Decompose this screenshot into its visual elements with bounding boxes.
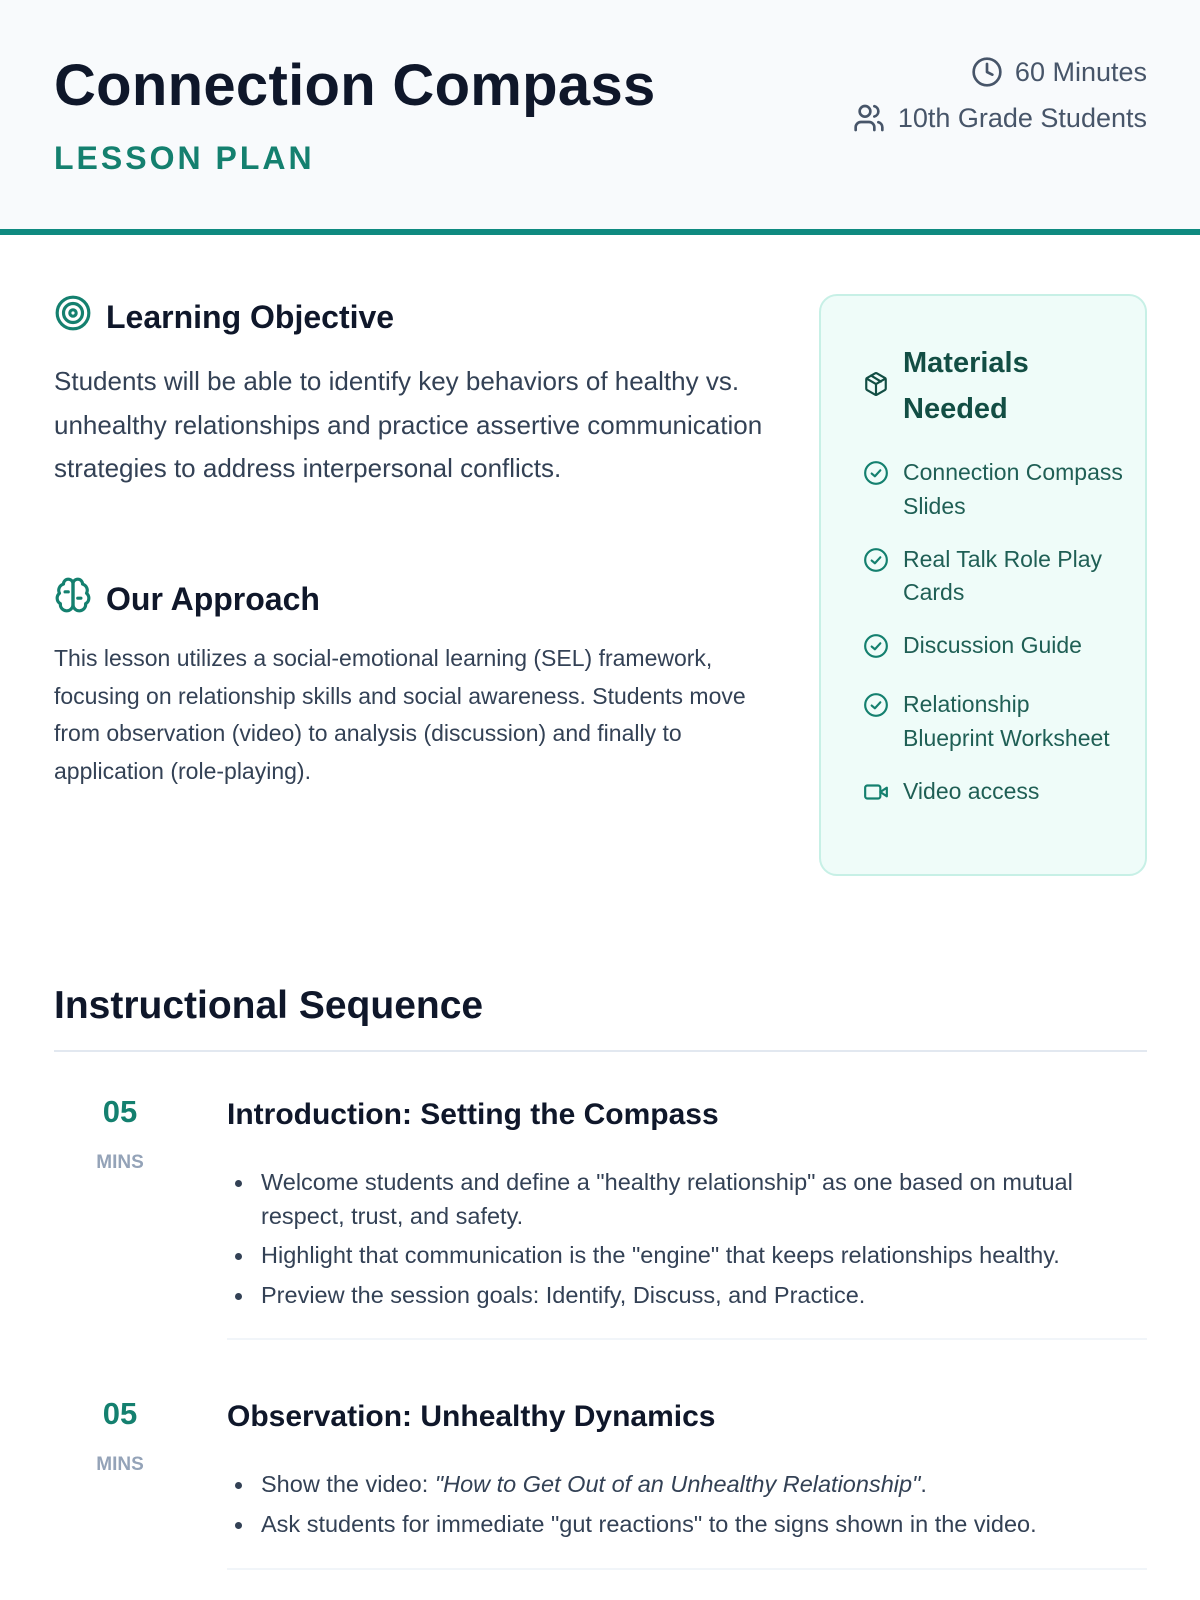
package-icon: [863, 371, 889, 402]
objective-heading-text: Learning Objective: [106, 298, 395, 335]
step-bullet: Ask students for immediate "gut reactions" to the signs shown in the video.: [227, 1508, 1147, 1542]
clock-icon: [971, 56, 1003, 88]
materials-item: [863, 629, 1123, 669]
step-divider: [227, 1338, 1147, 1340]
materials-item-label: Discussion Guide: [903, 632, 1082, 658]
users-icon: [852, 102, 886, 134]
step-minutes-unit: MINS: [96, 1152, 144, 1173]
target-icon: [54, 294, 92, 340]
step-bullet: Welcome students and define a "healthy relationship" as one based on mutual respect, trust, and safety.: [227, 1166, 1147, 1233]
check-circle-icon: [863, 629, 889, 669]
check-circle-icon: [863, 543, 889, 583]
materials-item: [863, 456, 1123, 523]
lesson-header: [0, 0, 1200, 235]
materials-heading: [863, 340, 1063, 432]
materials-item-label: Real Talk Role Play Cards: [903, 545, 1103, 605]
step-bullet-prefix: Show the video:: [261, 1471, 435, 1497]
video-title: "How to Get Out of an Unhealthy Relationship": [434, 1471, 921, 1497]
materials-list: [863, 456, 1123, 834]
approach-heading-text: Our Approach: [106, 580, 320, 617]
step-bullet: [227, 1468, 1147, 1502]
materials-item-label: Video access: [903, 777, 1040, 804]
step-bullets: [227, 1166, 1147, 1318]
materials-item: [863, 775, 1123, 815]
check-circle-icon: [863, 456, 889, 496]
materials-item: [863, 688, 1123, 755]
approach-text: This lesson utilizes a social-emotional learning (SEL) framework, focusing on relationship skills and social awareness. Students move from observation (video) to analysis (discussion) and finally to application (role-playing).: [54, 645, 746, 784]
step-title: Introduction: Setting the Compass: [227, 1098, 719, 1131]
check-circle-icon: [863, 688, 889, 728]
step-minutes: 05: [102, 1396, 138, 1431]
step-bullets: [227, 1468, 1147, 1547]
step-title: Observation: Unhealthy Dynamics: [227, 1400, 716, 1433]
sequence-heading: Instructional Sequence: [54, 984, 484, 1027]
duration-label: 60 Minutes: [1014, 56, 1147, 87]
sequence-divider: [54, 1050, 1147, 1052]
step-bullet: Highlight that communication is the "engine" that keeps relationships healthy.: [227, 1239, 1147, 1273]
materials-item: [863, 543, 1123, 610]
approach-heading: [54, 576, 320, 622]
materials-card: [819, 294, 1147, 876]
objective-text: Students will be able to identify key behaviors of healthy vs. unhealthy relationships and practice assertive communication strategies to address interpersonal conflicts.: [54, 366, 763, 483]
page-subtitle: LESSON PLAN: [54, 140, 315, 176]
brain-icon: [54, 576, 92, 622]
audience-label: 10th Grade Students: [897, 102, 1147, 133]
step-bullet-suffix: .: [920, 1471, 927, 1497]
video-camera-icon: [863, 775, 889, 815]
objective-heading: [54, 294, 394, 340]
step-divider: [227, 1568, 1147, 1570]
materials-item-label: Connection Compass Slides: [903, 459, 1123, 519]
step-minutes: 05: [102, 1094, 138, 1129]
page-title: Connection Compass: [54, 53, 656, 118]
duration-meta: [971, 56, 1147, 88]
step-bullet: Preview the session goals: Identify, Discuss, and Practice.: [227, 1279, 1147, 1313]
materials-title: Materials Needed: [903, 347, 1029, 425]
audience-meta: [852, 102, 1147, 134]
step-minutes-unit: MINS: [96, 1454, 144, 1475]
materials-item-label: Relationship Blueprint Worksheet: [903, 691, 1110, 751]
